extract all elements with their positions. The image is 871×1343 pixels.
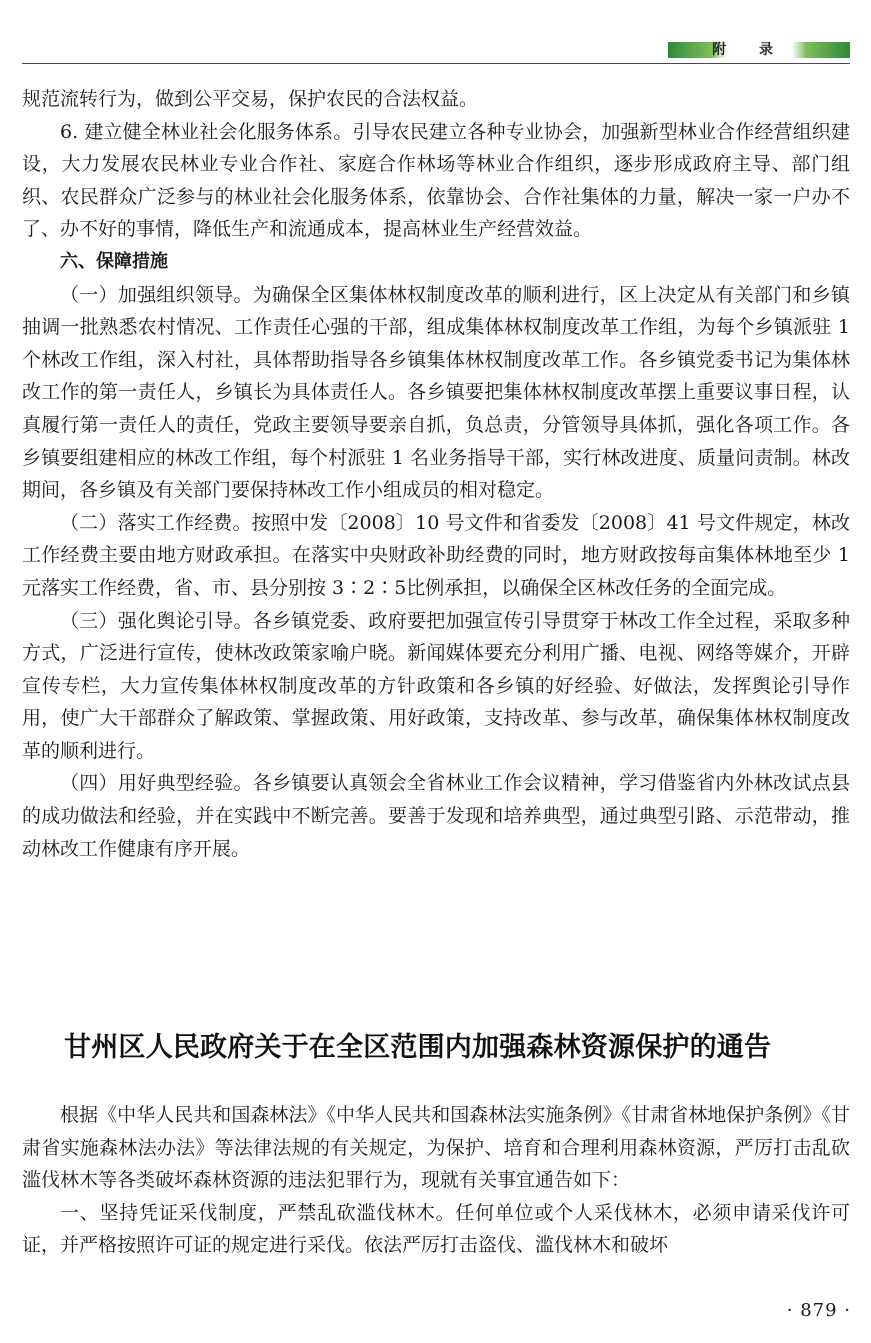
measure-2-paragraph: （二）落实工作经费。按照中发〔2008〕10 号文件和省委发〔2008〕41 号文件规定，林改工作经费主要由地方财政承担。在落实中央财政补助经费的同时，地方财政按每亩集体林地至少 1 元落实工作经费，省、市、县分别按 3∶2∶5比例承担，以确保全区林改任务的全面完成。: [22, 511, 850, 599]
point-6-paragraph: 6. 建立健全林业社会化服务体系。引导农民建立各种专业协会，加强新型林业合作经营组织建设，大力发展农民林业专业合作社、家庭合作林场等林业合作组织，逐步形成政府主导、部门组织、农民群众广泛参与的林业社会化服务体系，依靠协会、合作社集体的力量，解决一家一户办不了、办不好的事情，降低生产和流通成本，提高林业生产经营效益。: [22, 120, 850, 241]
notice-body: [22, 1099, 850, 1262]
page-number: · 879 ·: [786, 1300, 851, 1321]
notice-intro-paragraph: 根据《中华人民共和国森林法》《中华人民共和国森林法实施条例》《甘肃省林地保护条例》《甘肃省实施森林法办法》等法律法规的有关规定，为保护、培育和合理利用森林资源，严厉打击乱砍滥伐林木等各类破坏森林资源的违法犯罪行为，现就有关事宜通告如下：: [22, 1104, 850, 1192]
running-header: [22, 38, 850, 64]
header-section-label: 附 录: [712, 42, 787, 58]
header-rule: [22, 63, 850, 64]
measure-1-paragraph: （一）加强组织领导。为确保全区集体林权制度改革的顺利进行，区上决定从有关部门和乡镇抽调一批熟悉农村情况、工作责任心强的干部，组成集体林权制度改革工作组，为每个乡镇派驻 1 个林改工作组，深入村社，具体帮助指导各乡镇集体林权制度改革工作。各乡镇党委书记为集体林改工作的第一责任人，乡镇长为具体责任人。各乡镇要把集体林权制度改革摆上重要议事日程，认真履行第一责任人的责任，党政主要领导要亲自抓，负总责，分管领导具体抓，强化各项工作。各乡镇要组建相应的林改工作组，每个村派驻 1 名业务指导干部，实行林改进度、质量问责制。林改期间，各乡镇及有关部门要保持林改工作小组成员的相对稳定。: [22, 283, 850, 502]
section-6-heading: 六、保障措施: [60, 250, 168, 272]
notice-item-1-paragraph: 一、坚持凭证采伐制度，严禁乱砍滥伐林木。任何单位或个人采伐林木，必须申请采伐许可证，并严格按照许可证的规定进行采伐。依法严厉打击盗伐、滥伐林木和破坏: [22, 1201, 850, 1257]
opening-line: 规范流转行为，做到公平交易，保护农民的合法权益。: [22, 88, 479, 110]
document-content: [22, 83, 850, 865]
measure-3-paragraph: （三）强化舆论引导。各乡镇党委、政府要把加强宣传引导贯穿于林改工作全过程，采取多种方式，广泛进行宣传，使林改政策家喻户晓。新闻媒体要充分利用广播、电视、网络等媒介，开辟宣传专栏，大力宣传集体林权制度改革的方针政策和各乡镇的好经验、好做法，发挥舆论引导作用，使广大干部群众了解政策、掌握政策、用好政策，支持改革、参与改革，确保集体林权制度改革的顺利进行。: [22, 609, 850, 762]
measure-4-paragraph: （四）用好典型经验。各乡镇要认真领会全省林业工作会议精神，学习借鉴省内外林改试点县的成功做法和经验，并在实践中不断完善。要善于发现和培养典型，通过典型引路、示范带动，推动林改工作健康有序开展。: [22, 772, 850, 860]
notice-title: 甘州区人民政府关于在全区范围内加强森林资源保护的通告: [64, 1032, 772, 1063]
